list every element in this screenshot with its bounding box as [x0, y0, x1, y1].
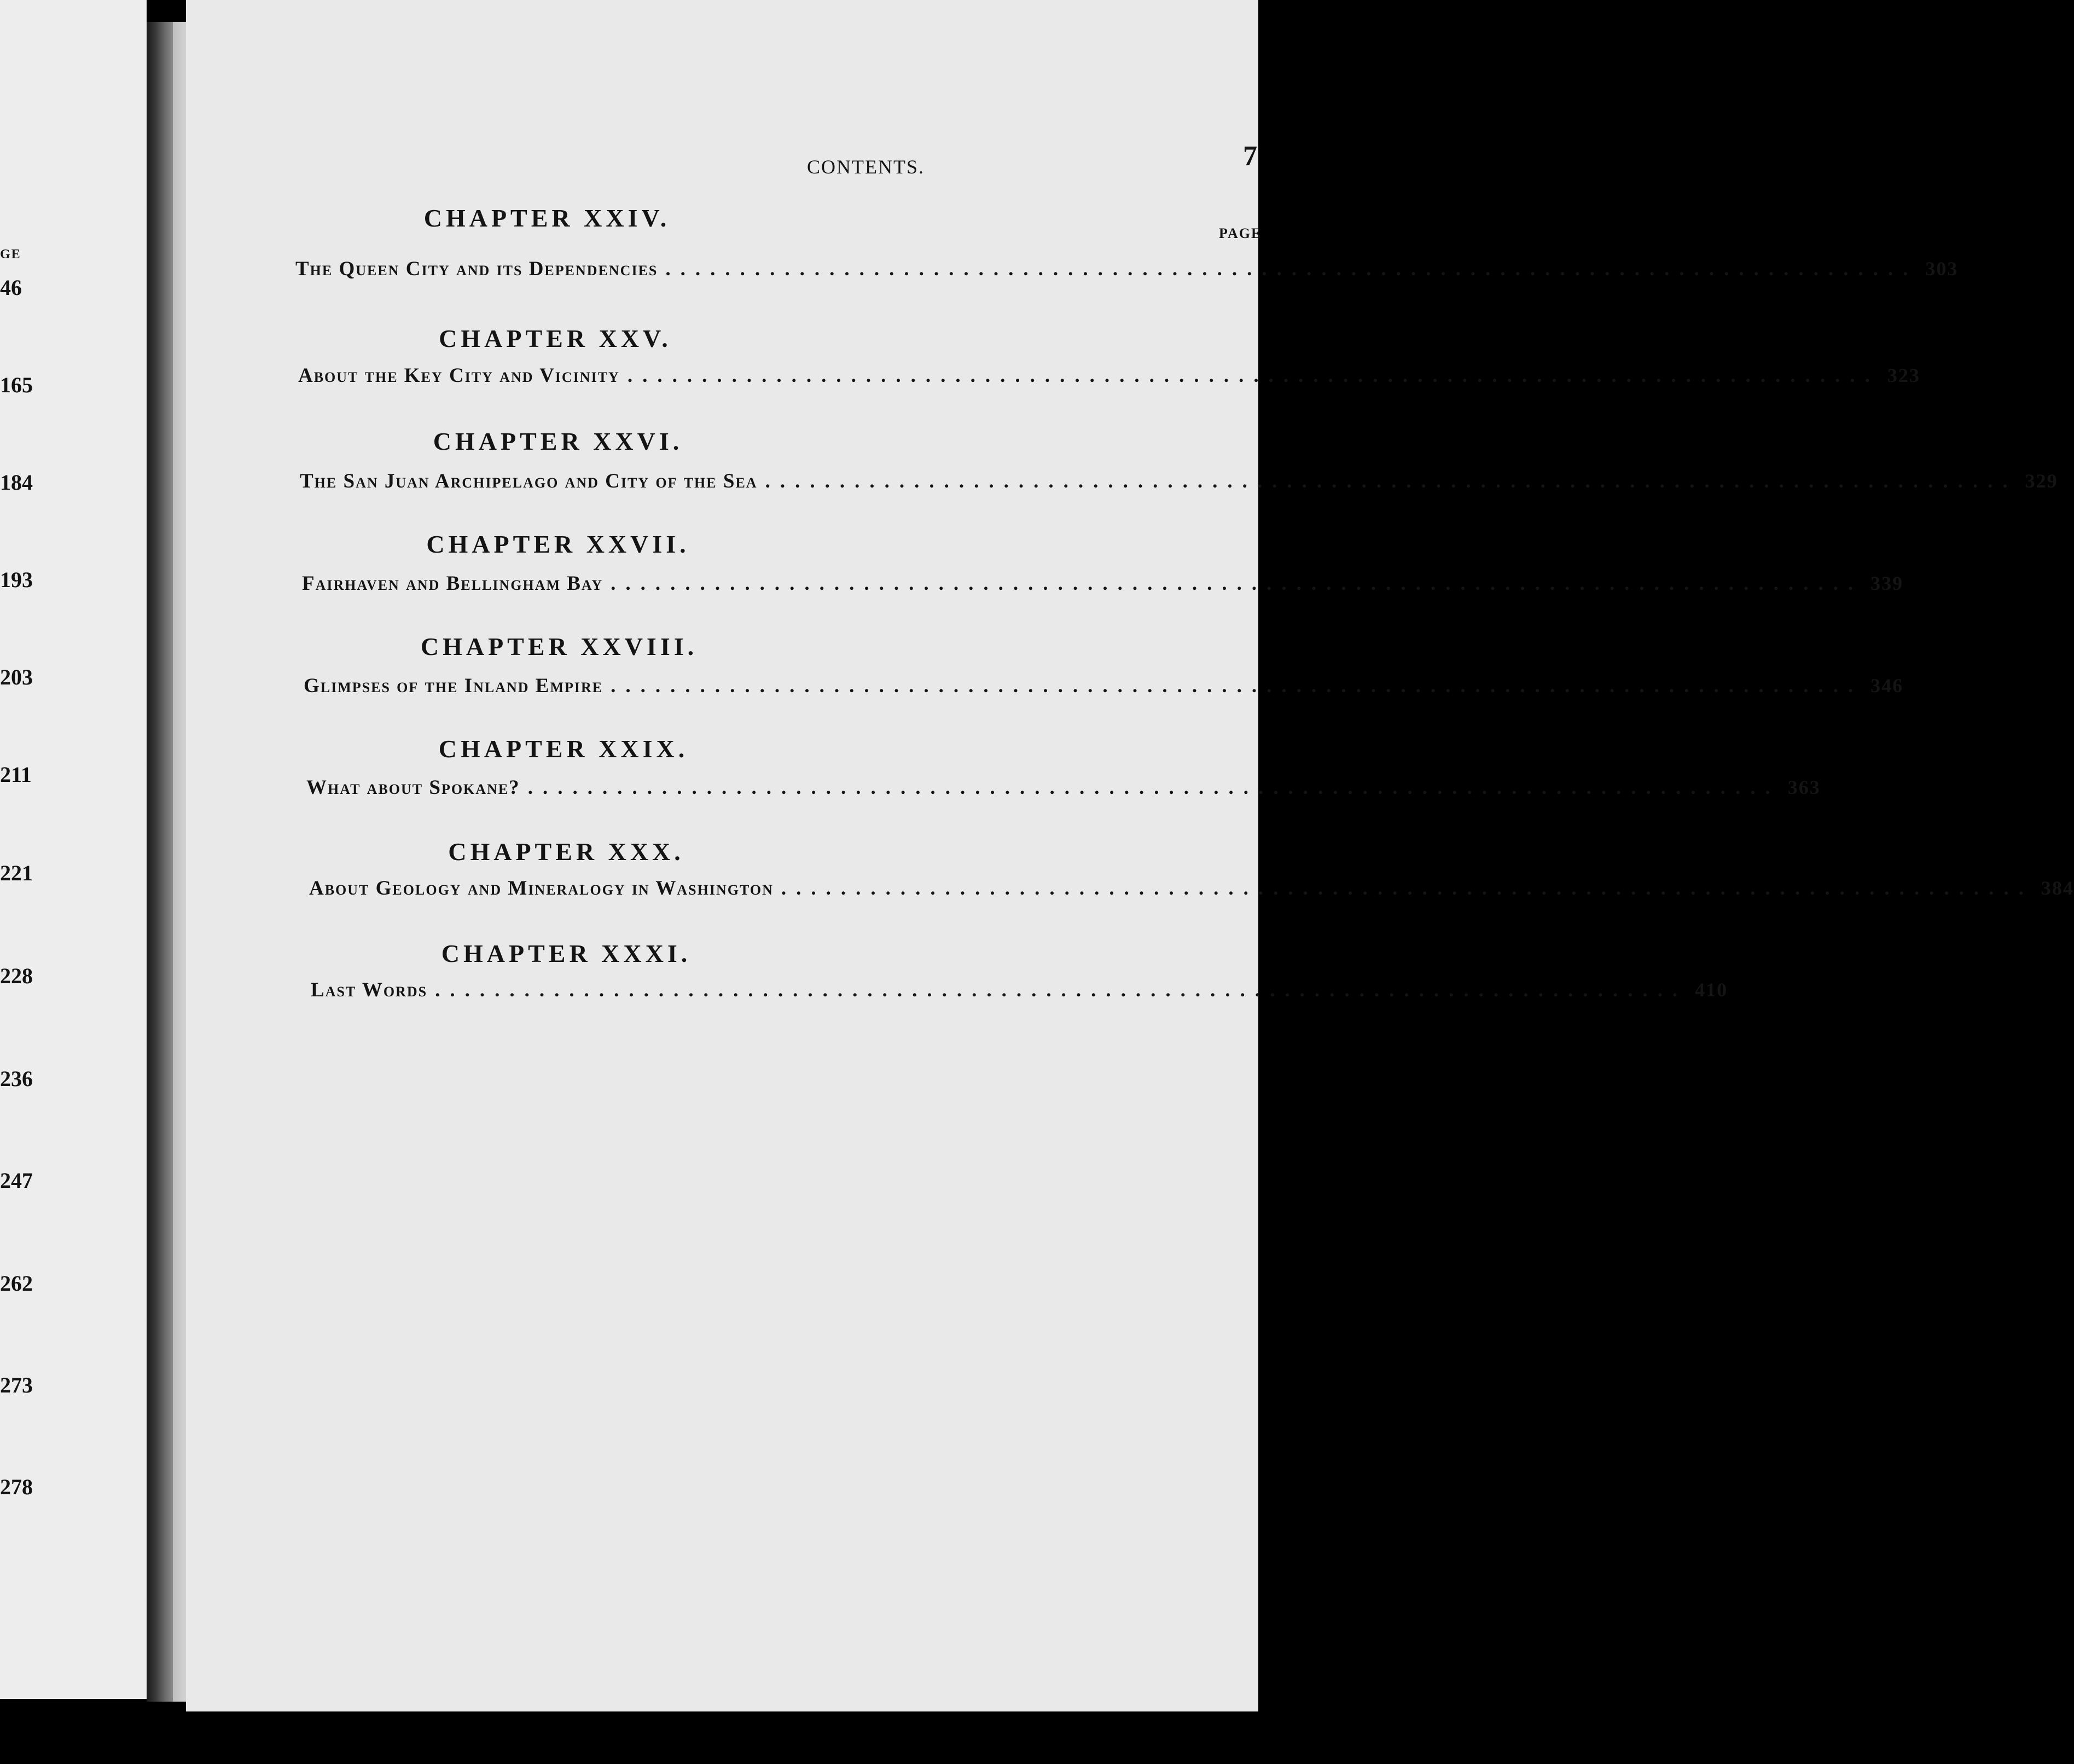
previous-page-number: 184 [0, 470, 33, 495]
toc-entry[interactable] [298, 364, 1920, 394]
page-folio: 7 [1243, 141, 1257, 172]
toc-entry[interactable] [300, 469, 2058, 500]
previous-page-number: 247 [0, 1168, 33, 1193]
previous-page-fragment [0, 0, 147, 1699]
dot-leader: .................................................................................... [781, 877, 2034, 900]
entry-title: What about Spokane? [306, 776, 520, 799]
dot-leader: .................................................................................... [627, 364, 1880, 387]
entry-page-number: 303 [1925, 258, 1959, 280]
entry-page-number: 323 [1887, 364, 1920, 386]
previous-page-number: 203 [0, 665, 33, 689]
dot-leader: .................................................................................... [765, 470, 2018, 492]
entry-title: Glimpses of the Inland Empire [304, 675, 603, 697]
entry-title: About Geology and Mineralogy in Washington [309, 877, 774, 900]
entry-title: The San Juan Archipelago and City of the Sea [300, 470, 758, 492]
previous-page-number: 236 [0, 1066, 33, 1091]
previous-page-number: 273 [0, 1373, 33, 1397]
dot-leader: .................................................................................... [611, 572, 1863, 595]
toc-entry[interactable] [311, 978, 1728, 1009]
book-gutter [147, 22, 173, 1702]
previous-page-number: 165 [0, 373, 33, 397]
dot-leader: .................................................................................... [435, 979, 1688, 1001]
page-column-label: PAGE [1219, 225, 1262, 241]
dot-leader: .................................................................................... [665, 258, 1918, 280]
previous-page-number: 278 [0, 1475, 33, 1499]
dot-leader: .................................................................................... [611, 675, 1863, 697]
previous-page-header: GE [0, 247, 21, 262]
entry-title: Fairhaven and Bellingham Bay [302, 572, 603, 595]
contents-page [186, 0, 2074, 1711]
entry-page-number: 339 [1870, 572, 1904, 594]
chapter-heading: CHAPTER XXV. [439, 324, 672, 352]
previous-page-number: 221 [0, 861, 33, 885]
chapter-heading: CHAPTER XXVI. [433, 427, 683, 455]
previous-page-number: 262 [0, 1271, 33, 1296]
dot-leader: .................................................................................... [527, 776, 1780, 799]
entry-page-number: 329 [2025, 470, 2058, 492]
toc-entry[interactable] [295, 257, 1959, 288]
toc-entry[interactable] [302, 572, 1904, 602]
toc-entry[interactable] [304, 674, 1904, 705]
entry-page-number: 384 [2041, 877, 2074, 899]
entry-title: The Queen City and its Dependencies [295, 258, 658, 280]
previous-page-number: 228 [0, 964, 33, 988]
entry-title: About the Key City and Vicinity [298, 364, 620, 387]
chapter-heading: CHAPTER XXVII. [426, 530, 690, 558]
toc-entry[interactable] [306, 776, 1821, 806]
chapter-heading: CHAPTER XXIX. [438, 735, 689, 763]
toc-entry[interactable] [309, 877, 2074, 907]
entry-title: Last Words [311, 979, 428, 1001]
entry-page-number: 410 [1695, 979, 1728, 1001]
chapter-heading: CHAPTER XXIV. [423, 204, 671, 232]
chapter-heading: CHAPTER XXXI. [441, 939, 692, 967]
chapter-heading: CHAPTER XXVIII. [420, 633, 698, 660]
entry-page-number: 363 [1787, 776, 1821, 798]
running-head: CONTENTS. [807, 156, 925, 178]
previous-page-number: 46 [0, 275, 22, 300]
previous-page-number: 211 [0, 762, 32, 787]
entry-page-number: 346 [1870, 675, 1904, 697]
previous-page-number: 193 [0, 567, 33, 592]
chapter-heading: CHAPTER XXX. [448, 838, 684, 866]
